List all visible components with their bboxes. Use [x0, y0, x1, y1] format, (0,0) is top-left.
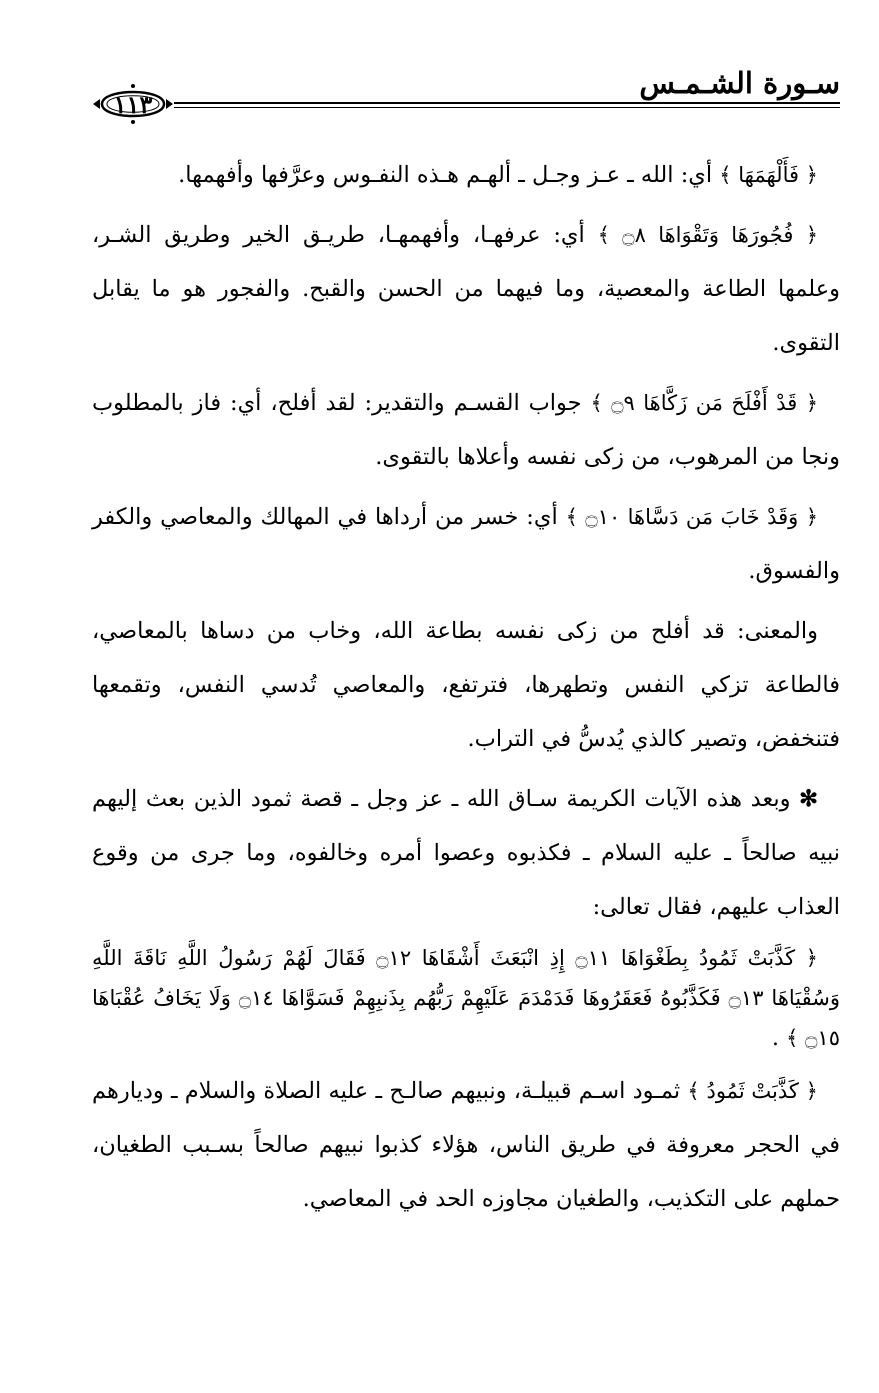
quran-quote: ﴿ وَقَدْ خَابَ مَن دَسَّاهَا ۝١٠ ﴾	[565, 505, 818, 529]
paragraph	[92, 938, 840, 1058]
commentary-text: أي: عرفهـا، وأفهمهـا، طريـق الخير وطريق الشـر، وعلمها الطاعة والمعصية، وما فيهما من الحسن والقبح. والفجور هو ما يقابل التقوى.	[92, 222, 840, 356]
quran-quote: ﴿ فَأَلْهَمَهَا ﴾	[719, 163, 818, 187]
page-header	[92, 60, 840, 130]
paragraph	[92, 604, 840, 766]
page-body	[92, 148, 840, 1226]
commentary-text: ثمـود اسـم قبيلـة، ونبيهم صالـح ـ عليه الصلاة والسلام ـ وديارهم في الحجر معروفة في طريق الناس، هؤلاء كذبوا نبيهم صالحاً بسـبب الطغيان، حملهم على التكذيب، والطغيان مجاوزه الحد في المعاصي.	[92, 1078, 840, 1212]
paragraph	[92, 1064, 840, 1226]
surah-title: سـورة الشـمـس	[639, 66, 840, 100]
paragraph	[92, 490, 840, 598]
header-rule-thick	[174, 102, 840, 104]
paragraph	[92, 148, 840, 202]
commentary-text: أي: خسر من أرداها في المهالك والمعاصي والكفر والفسوق.	[92, 504, 840, 584]
paragraph	[92, 208, 840, 370]
quran-quote: ﴿ فُجُورَهَا وَتَقْوَاهَا ۝٨ ﴾	[597, 223, 819, 247]
asterisk-icon: ✻	[799, 786, 818, 812]
header-rule-thin	[174, 107, 840, 108]
commentary-text: جواب القسـم والتقدير: لقد أفلح، أي: فاز بالمطلوب ونجا من المرهوب، من زكى نفسه وأعلاها بالتقوى.	[92, 390, 840, 470]
commentary-text: .	[771, 1025, 787, 1051]
commentary-text: وبعد هذه الآيات الكريمة سـاق الله ـ عز وجل ـ قصة ثمود الذين بعث إليهم نبيه صالحاً ـ عليه السلام ـ فكذبوه وعصوا أمره وخالفوه، وما جرى من وقوع العذاب عليهم، فقال تعالى:	[92, 786, 840, 920]
page-number-text: ١١٣	[113, 89, 153, 119]
quran-quote: ﴿ كَذَّبَتْ ثَمُودُ بِطَغْوَاهَا ۝١١ إِذِ انْبَعَثَ أَشْقَاهَا ۝١٢ فَقَالَ لَهُمْ رَسُولُ اللَّهِ نَاقَةَ اللَّهِ وَسُقْيَاهَا ۝١٣ فَكَذَّبُوهُ فَعَقَرُوهَا فَدَمْدَمَ عَلَيْهِمْ رَبُّهُم بِذَنبِهِمْ فَسَوَّاهَا ۝١٤ وَلَا يَخَافُ عُقْبَاهَا ۝١٥ ﴾	[92, 946, 840, 1050]
paragraph	[92, 376, 840, 484]
quran-quote: ﴿ كَذَّبَتْ ثَمُودُ ﴾	[687, 1079, 818, 1103]
paragraph	[92, 772, 840, 934]
page-number-ornament	[92, 82, 174, 126]
commentary-text: والمعنى: قد أفلح من زكى نفسه بطاعة الله، وخاب من دساها بالمعاصي، فالطاعة تزكي النفس وتطهرها، فترتفع، والمعاصي تُدسي النفس، وتقمعها فتنخفض، وتصير كالذي يُدسُّ في التراب.	[92, 618, 840, 752]
commentary-text: أي: الله ـ عـز وجـل ـ ألهـم هـذه النفـوس وعرَّفها وأفهمها.	[178, 162, 720, 188]
quran-quote: ﴿ قَدْ أَفْلَحَ مَن زَكَّاهَا ۝٩ ﴾	[590, 391, 819, 415]
